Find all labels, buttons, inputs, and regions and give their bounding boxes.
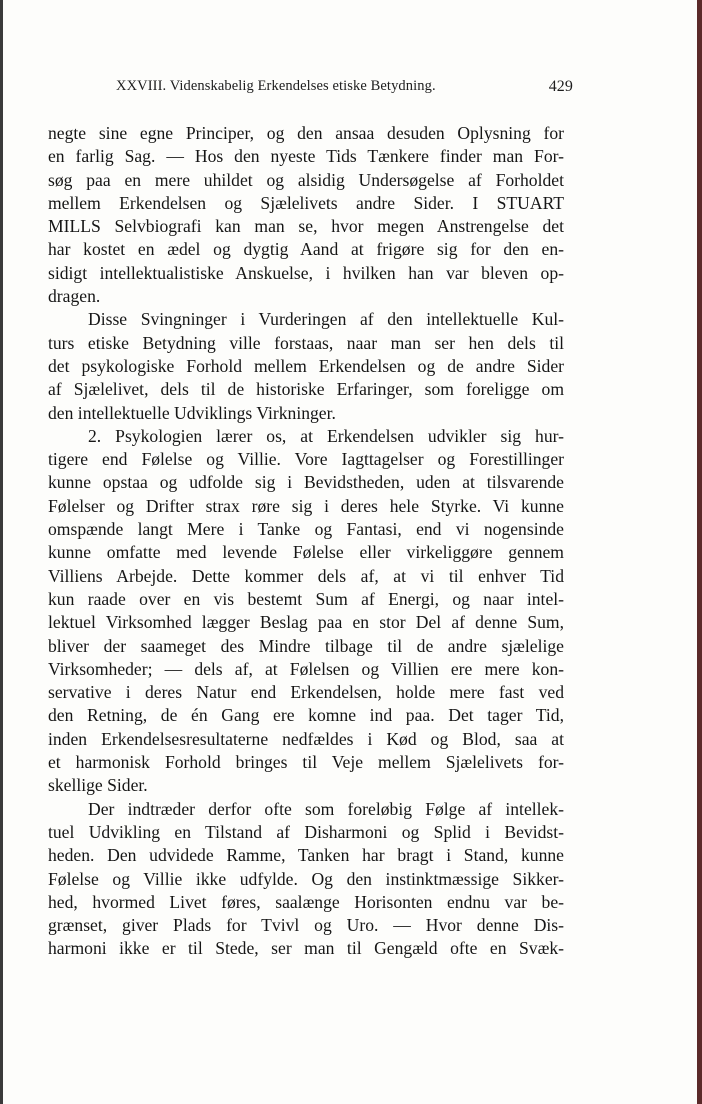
text-line: MILLS Selvbiografi kan man se, hvor megen Anstrengelse det — [48, 216, 564, 237]
text-line: lektuel Virksomhed lægger Beslag paa en stor Del af denne Sum, — [48, 612, 564, 633]
text-line: har kostet en ædel og dygtig Aand at frigøre sig for den en- — [48, 239, 564, 260]
text-line: heden. Den udvidede Ramme, Tanken har bragt i Stand, kunne — [48, 845, 564, 866]
text-line: den Retning, de én Gang ere komne ind paa. Det tager Tid, — [48, 705, 564, 726]
text-line: harmoni ikke er til Stede, ser man til Gengæld ofte en Svæk- — [48, 938, 564, 959]
text-line: sidigt intellektualistiske Anskuelse, i hvilken han var bleven op- — [48, 262, 564, 283]
text-line: tigere end Følelse og Villie. Vore Iagttagelser og Forestillinger — [48, 449, 564, 470]
text-line: tuel Udvikling en Tilstand af Disharmoni og Splid i Bevidst- — [48, 821, 564, 842]
text-line: Virksomheder; — dels af, at Følelsen og Villien ere mere kon- — [48, 658, 564, 679]
text-line: turs etiske Betydning ville forstaas, naar man ser hen dels til — [48, 332, 564, 353]
text-line: dragen. — [48, 286, 101, 307]
text-line: mellem Erkendelsen og Sjælelivets andre Sider. I STUART — [48, 192, 564, 213]
scan-edge-right — [697, 0, 702, 1104]
text-line: Følelser og Drifter strax røre sig i deres hele Styrke. Vi kunne — [48, 495, 564, 516]
text-line: den intellektuelle Udviklings Virkninger. — [48, 402, 336, 423]
text-line: det psykologiske Forhold mellem Erkendelsen og de andre Sider — [48, 355, 564, 376]
text-line: negte sine egne Principer, og den ansaa desuden Oplysning for — [48, 123, 564, 143]
text-line: kun raade over en vis bestemt Sum af Energi, og naar intel- — [48, 588, 564, 609]
text-line: grænset, giver Plads for Tvivl og Uro. — Hvor denne Dis- — [48, 915, 564, 936]
text-line: kunne opstaa og udfolde sig i Bevidstheden, uden at tilsvarende — [48, 472, 564, 493]
text-line: af Sjælelivet, dels til de historiske Erfaringer, som foreligge om — [48, 379, 564, 400]
text-line: en farlig Sag. — Hos den nyeste Tids Tænkere finder man For- — [48, 146, 564, 167]
text-line: servative i deres Natur end Erkendelsen, holde mere fast ved — [48, 682, 564, 703]
text-line: hed, hvormed Livet føres, saalænge Horisonten endnu var be- — [48, 891, 564, 912]
body-text — [48, 122, 564, 961]
scan-edge-left — [0, 0, 3, 1104]
text-line: Villiens Arbejde. Dette kommer dels af, at vi til enhver Tid — [48, 565, 564, 586]
text-line: kunne omfatte med levende Følelse eller virkeliggøre gennem — [48, 542, 564, 563]
text-line: et harmonisk Forhold bringes til Veje mellem Sjælelivets for- — [48, 752, 564, 773]
paragraph — [48, 425, 564, 798]
text-line: omspænde langt Mere i Tanke og Fantasi, end vi nogensinde — [48, 519, 564, 540]
text-line: Disse Svingninger i Vurderingen af den intellektuelle Kul- — [88, 309, 564, 330]
text-line: Følelse og Villie ikke udfylde. Og den instinktmæssige Sikker- — [48, 868, 564, 889]
text-line: inden Erkendelsesresultaterne nedfældes i Kød og Blod, saa at — [48, 728, 564, 749]
text-line: søg paa en mere uhildet og alsidig Undersøgelse af Forholdet — [48, 169, 564, 190]
paragraph — [48, 308, 564, 424]
paragraph — [48, 798, 564, 961]
text-line: skellige Sider. — [48, 775, 148, 796]
running-header — [116, 78, 573, 100]
page-number: 429 — [548, 78, 573, 95]
text-line: bliver der saameget des Mindre tilbage til de andre sjælelige — [48, 635, 564, 656]
text-line: 2. Psykologien lærer os, at Erkendelsen udvikler sig hur- — [88, 425, 564, 446]
text-line: Der indtræder derfor ofte som foreløbig Følge af intellek- — [88, 798, 564, 819]
running-header-title: XXVIII. Videnskabelig Erkendelses etiske Betydning. — [116, 78, 436, 94]
paragraph — [48, 122, 564, 308]
